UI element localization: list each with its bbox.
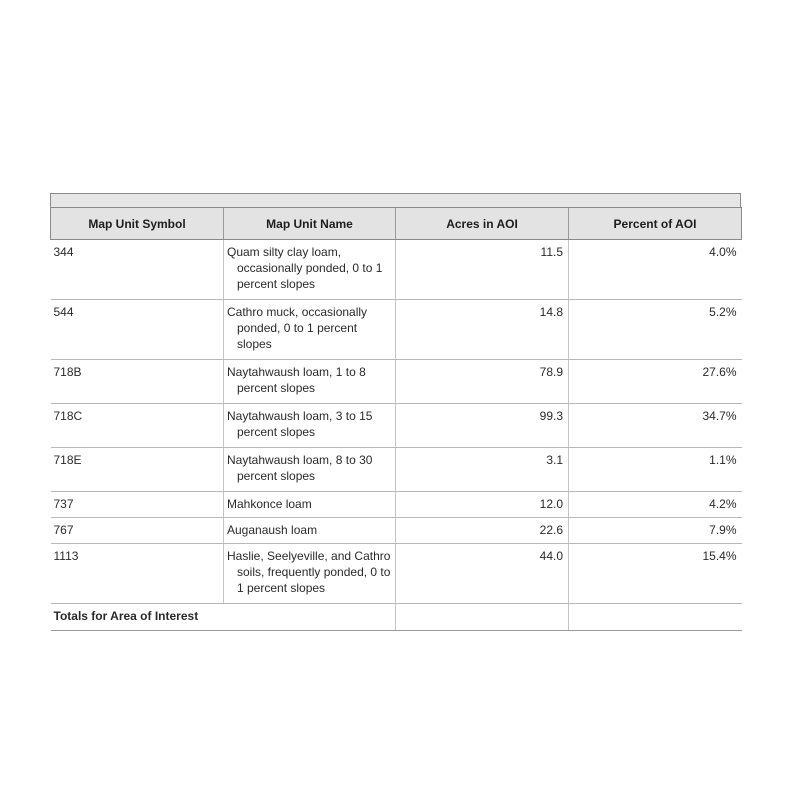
cell-acres: 12.0 (396, 492, 569, 518)
table-row (51, 404, 742, 448)
table-title-bar (50, 193, 741, 207)
table-row (51, 492, 742, 518)
cell-acres: 14.8 (396, 300, 569, 360)
cell-symbol: 767 (51, 518, 224, 544)
cell-acres: 44.0 (396, 544, 569, 604)
cell-name: Mahkonce loam (224, 492, 396, 518)
totals-label: Totals for Area of Interest (51, 604, 396, 631)
cell-percent: 27.6% (569, 360, 742, 404)
map-unit-legend-table (50, 207, 742, 631)
cell-symbol: 544 (51, 300, 224, 360)
table-row (51, 448, 742, 492)
cell-percent: 1.1% (569, 448, 742, 492)
table-row (51, 240, 742, 300)
cell-acres: 3.1 (396, 448, 569, 492)
cell-name: Haslie, Seelyeville, and Cathro soils, frequently ponded, 0 to 1 percent slopes (224, 544, 396, 604)
cell-acres: 99.3 (396, 404, 569, 448)
soil-map-unit-table (50, 193, 741, 631)
cell-percent: 7.9% (569, 518, 742, 544)
cell-name: Auganaush loam (224, 518, 396, 544)
cell-symbol: 718E (51, 448, 224, 492)
totals-acres (396, 604, 569, 631)
cell-symbol: 718C (51, 404, 224, 448)
cell-symbol: 1113 (51, 544, 224, 604)
table-row (51, 518, 742, 544)
cell-name: Naytahwaush loam, 8 to 30 percent slopes (224, 448, 396, 492)
cell-acres: 11.5 (396, 240, 569, 300)
header-map-unit-symbol: Map Unit Symbol (51, 208, 224, 240)
cell-percent: 15.4% (569, 544, 742, 604)
header-row (51, 208, 742, 240)
cell-symbol: 718B (51, 360, 224, 404)
table-row (51, 360, 742, 404)
table-row (51, 300, 742, 360)
cell-name: Naytahwaush loam, 1 to 8 percent slopes (224, 360, 396, 404)
cell-symbol: 344 (51, 240, 224, 300)
cell-percent: 34.7% (569, 404, 742, 448)
table-row (51, 544, 742, 604)
cell-percent: 5.2% (569, 300, 742, 360)
totals-percent (569, 604, 742, 631)
header-map-unit-name: Map Unit Name (224, 208, 396, 240)
header-acres-in-aoi: Acres in AOI (396, 208, 569, 240)
cell-symbol: 737 (51, 492, 224, 518)
cell-percent: 4.0% (569, 240, 742, 300)
cell-acres: 22.6 (396, 518, 569, 544)
cell-name: Quam silty clay loam, occasionally ponded, 0 to 1 percent slopes (224, 240, 396, 300)
totals-row (51, 604, 742, 631)
header-percent-of-aoi: Percent of AOI (569, 208, 742, 240)
cell-name: Naytahwaush loam, 3 to 15 percent slopes (224, 404, 396, 448)
cell-percent: 4.2% (569, 492, 742, 518)
cell-acres: 78.9 (396, 360, 569, 404)
cell-name: Cathro muck, occasionally ponded, 0 to 1 percent slopes (224, 300, 396, 360)
